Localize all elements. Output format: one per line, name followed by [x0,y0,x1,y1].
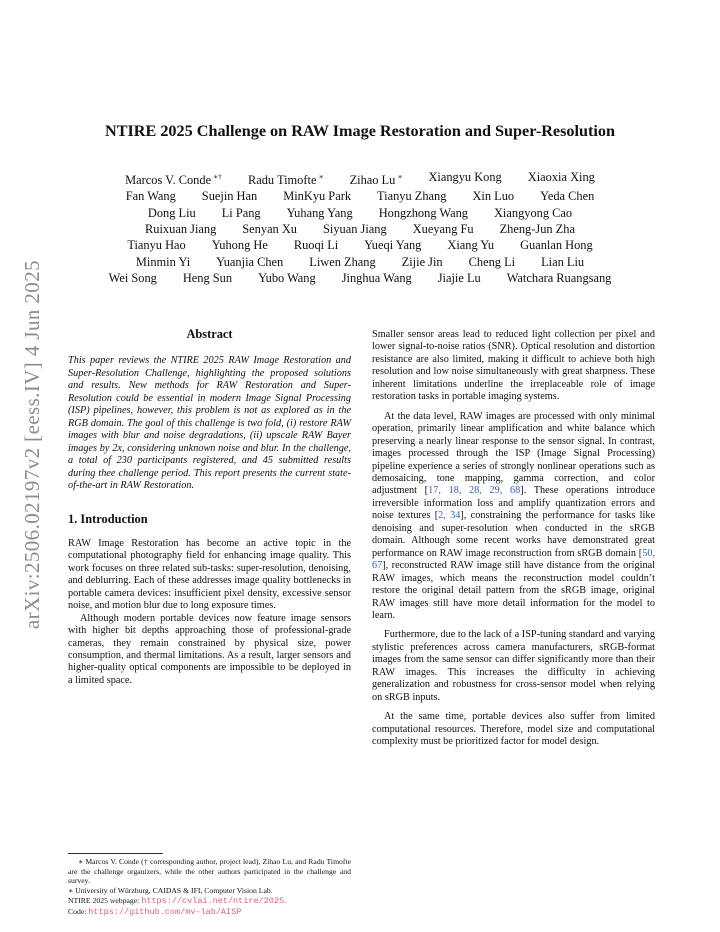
author-name-text: Guanlan Hong [520,238,593,253]
author-name-text: Xiangyu Kong [428,170,502,184]
author-name-text: Xiangyong Cao [493,205,573,220]
webpage-url-link[interactable]: https://cvlai.net/ntire/2025 [141,895,285,906]
author-name-text: Ruixuan Jiang [145,222,217,237]
author-name-text: Yubo Wang [258,270,316,285]
paper-title: NTIRE 2025 Challenge on RAW Image Restoration and Super-Resolution [105,122,615,140]
author-name-text: Lian Liu [541,254,585,269]
author-name [148,205,196,221]
footnote-divider [68,853,163,854]
footnote-label: Code: [68,906,89,916]
author-name-text: Yuanjia Chen [216,254,284,269]
author-name-text: MinKyu Park [283,189,352,204]
author-name-text: Heng Sun [182,270,233,285]
author-name-text: Zheng-Jun Zha [499,222,575,237]
author-name [402,254,443,270]
author-name-text: Ruoqi Li [293,238,339,253]
author-name [413,221,474,237]
author-name-text: Tianyu Zhang [377,189,447,204]
author-row [60,254,660,270]
author-name [323,221,387,237]
footnote-label: NTIRE 2025 webpage: [68,895,142,905]
author-row [60,270,660,286]
abstract-text: This paper reviews the NTIRE 2025 RAW Image Restoration and Super-Resolution Challenge, highlighting the proposed solutions and results. New methods for RAW Restoration and Super-Resolution could be essential in modern Image Signal Processing (ISP) pipelines, however, this problem is not as explored as in the RGB domain. The goal of this challenge is two fold, (i) restore RAW images with blur and noise degradations, (ii) upscale RAW Bayer images by 2x, considering unknown noise and blur. In the challenge, a total of 230 participants registered, and 45 submitted results during thee challenge period. This report presents the current state-of-the-art in RAW Restoration. [68,355,351,491]
abstract-heading: Abstract [186,327,233,341]
author-name-text: Radu Timofte [247,173,317,188]
author-name-text: Yuhong He [211,238,268,253]
author-name [183,270,232,286]
citation-link[interactable]: 17, 18, 28, 29, 68 [428,485,521,497]
author-name-text: Minmin Yi [135,254,191,269]
author-name-text: Yuhang Yang [286,205,353,220]
author-name [109,270,157,286]
author-name [283,188,351,204]
paragraph-text: ]. These operations introduce irreversible information loss and amplify quantization errors and noise textures [ [372,485,655,522]
author-name [540,188,594,204]
author-name [528,169,595,188]
author-name [202,188,257,204]
author-name [377,188,446,204]
paragraph-text: At the data level, RAW images are processed with only minimal operation, primarily linear amplification and white balance which preserving a nearly linear response to the sensor signal. In contrast, images processed through the ISP (Image Signal Processing) pipeline experience a series of strongly nonlinear operations such as demosaicing, tone mapping, gamma correction, and color adjustment [ [372,410,655,497]
author-list [60,169,660,286]
citation-link[interactable]: 50, 67 [372,547,655,572]
author-name [364,237,421,253]
citation-link[interactable]: 2, 34 [438,510,461,522]
author-name-text: Dong Liu [147,205,196,220]
footnote-organizers: ∗ Marcos V. Conde († corresponding author, project lead), Zihao Lu, and Radu Timofte are the challenge organizers, while the other authors participated in the challenge and survey. [68,857,351,886]
author-name-text: Senyan Xu [242,222,297,237]
author-affiliation-mark: ∗ [318,172,324,181]
author-name-text: Yeda Chen [540,189,595,204]
paragraph-text: ], constraining the performance for tasks like denoising and super-resolution when conducted in the sRGB domain. Although some recent works have demonstrated great performance on RAW image reconstruction from sRGB domain [ [372,510,656,559]
author-row [60,188,660,204]
author-name [242,221,297,237]
author-row [60,221,660,237]
author-name [507,270,612,286]
author-name [126,188,176,204]
author-name [472,188,514,204]
author-affiliation-mark: ∗† [213,172,222,181]
author-name [287,205,353,221]
intro-paragraph: Although modern portable devices now feature image sensors with higher bit depths approaching those of professional-grade cameras, they remain constrained by physical size, power consumption, and thermal limitations. As a result, larger sensors and higher-quality optical components are impossible to be deployed in a limited space. [68,612,351,686]
footnote-webpage [68,896,351,907]
author-name-text: Fan Wang [125,189,176,204]
author-name-text: Marcos V. Conde [125,173,212,188]
author-name [379,205,468,221]
footnotes [68,853,351,917]
author-name [447,237,494,253]
author-name-text: Wei Song [108,270,157,285]
author-name [125,169,222,188]
section-heading-introduction: 1. Introduction [68,512,148,527]
author-name-text: Xiang Yu [447,238,495,253]
author-name-text: Xueyang Fu [412,222,474,237]
body-paragraph: At the same time, portable devices also suffer from limited computational resources. Therefore, model size and computational complexity must be prioritized factor for model design. [372,711,655,748]
author-name-text: Jiajie Lu [437,270,481,285]
author-name-text: Liwen Zhang [309,254,376,269]
right-column [372,329,655,749]
author-name [541,254,584,270]
author-name [145,221,216,237]
author-name-text: Zihao Lu [349,173,396,188]
body-paragraph: Smaller sensor areas lead to reduced light collection per pixel and lower signal-to-noise ratios (SNR). Optical resolution and distortion resistance are also limited, making it difficult to achieve both high resolution and low noise simultaneously with great sharpness. These inherent limitations underline the irreplaceable role of image restoration tasks in portable imaging systems. [372,329,655,403]
body-paragraph [372,411,655,623]
author-name-text: Siyuan Jiang [323,222,387,237]
paragraph-text: ], reconstructed RAW image still have distance from the original RAW images, which means the reconstruction model couldn’t restore the original detail pattern from the sRGB image, original RAW images still have more detail information for the model to learn. [372,560,655,621]
author-name [294,237,338,253]
author-name [494,205,572,221]
intro-paragraph: RAW Image Restoration has become an active topic in the computational photography field for enhancing image quality. This work focuses on three related sub-tasks: super-resolution, denoising, and deblurring. Each of these addresses image quality bottlenecks in portable camera devices: insufficient pixel density, excessive sensor noise, and motion blur due to long exposure times. [68,537,351,612]
footnote-affiliation: ∗ University of Würzburg, CAIDAS & IFI, Computer Vision Lab. [68,886,273,896]
author-name-text: Suejin Han [201,189,258,204]
author-name [127,237,185,253]
author-name [309,254,375,270]
author-name [222,205,261,221]
author-name [350,169,403,188]
author-name [248,169,324,188]
author-row [60,169,660,188]
author-name-text: Hongzhong Wang [378,205,468,220]
author-name [212,237,268,253]
author-row [60,205,660,221]
author-name-text: Cheng Li [468,254,516,269]
author-name [428,169,501,188]
author-name [136,254,190,270]
author-name-text: Watchara Ruangsang [506,270,612,285]
footnote-code [68,907,351,918]
footnote-punct: . [284,895,286,905]
author-name-text: Xiaoxia Xing [527,170,595,184]
author-name-text: Yueqi Yang [364,238,422,253]
arxiv-identifier: arXiv:2506.02197v2 [eess.IV] 4 Jun 2025 [20,260,44,630]
author-name-text: Tianyu Hao [127,238,186,253]
author-name-text: Li Pang [221,205,261,220]
code-url-link[interactable]: https://github.com/mv-lab/AISP [88,906,242,917]
author-name [520,237,593,253]
author-name [216,254,283,270]
author-name-text: Jinghua Wang [341,270,412,285]
author-name [500,221,575,237]
author-name [342,270,412,286]
body-paragraph: Furthermore, due to the lack of a ISP-tuning standard and varying stylistic preferences across camera manufacturers, sRGB-format images from the same sensor can differ significantly more than their RAW images. This increases the difficulty in achieving generalization and robustness for cross-sensor model when relying on sRGB inputs. [372,629,655,703]
author-name [469,254,515,270]
author-row [60,237,660,253]
author-name-text: Xin Luo [472,189,515,204]
author-affiliation-mark: ∗ [397,172,403,181]
left-column [68,328,351,687]
author-name [438,270,481,286]
author-name-text: Zijie Jin [401,254,443,269]
author-name [258,270,316,286]
